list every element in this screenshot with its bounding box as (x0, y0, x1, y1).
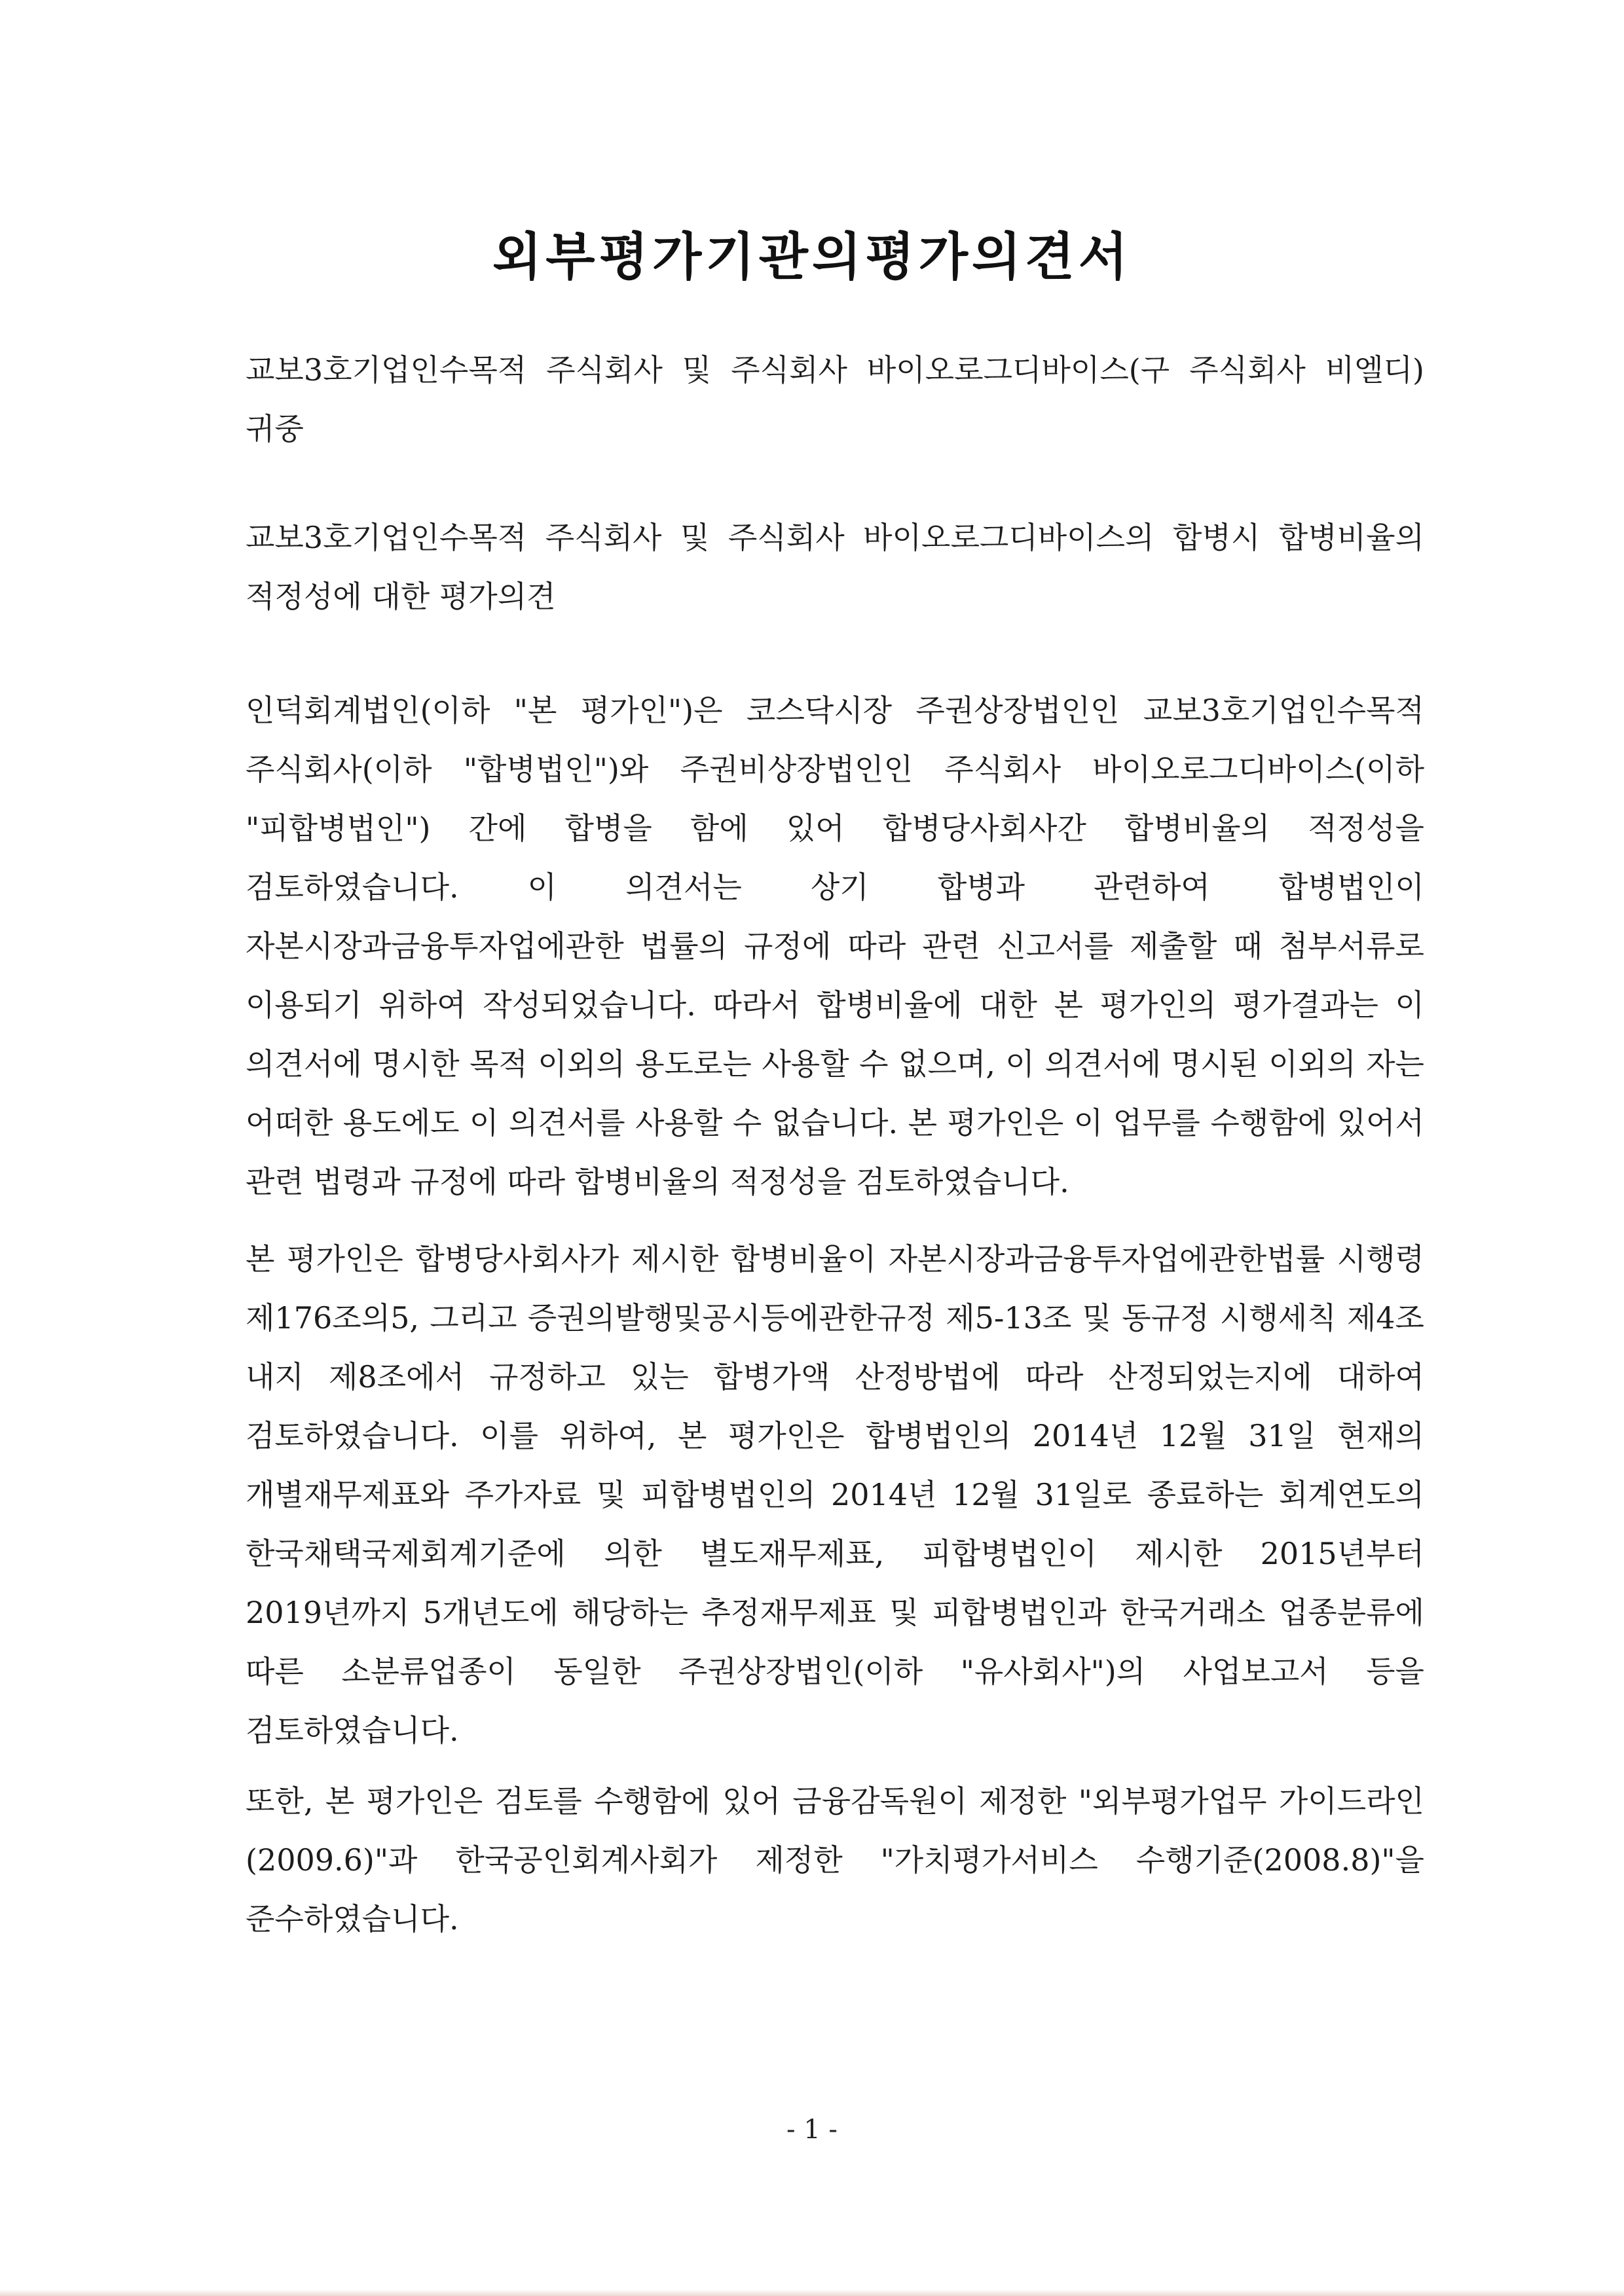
body-paragraph-standards: 또한, 본 평가인은 검토를 수행함에 있어 금융감독원이 제정한 "외부평가업무 가이드라인(2009.6)"과 한국공인회계사회가 제정한 "가치평가서비스 수행기준(2008.8)"을 준수하였습니다. (246, 1783, 1424, 1937)
recipient-line: 교보3호기업인수목적 주식회사 및 주식회사 바이오로그디바이스(구 주식회사 비엘디) 귀중 (246, 352, 1424, 446)
body-paragraph-review: 본 평가인은 합병당사회사가 제시한 합병비율이 자본시장과금융투자업에관한법률 시행령 제176조의5, 그리고 증권의발행및공시등에관한규정 제5-13조 및 동규정 시행세칙 제4조 내지 제8조에서 규정하고 있는 합병가액 산정방법에 따라 산정되었는지에 대하여 검토하였습니다. 이를 위하여, 본 평가인은 합병법인의 2014년 12월 31일 현재의 개별재무제표와 주가자료 및 피합병법인의 2014년 12월 31일로 종료하는 회계연도의 한국채택국제회계기준에 의한 별도재무제표, 피합병법인이 제시한 2015년부터 2019년까지 5개년도에 해당하는 추정재무제표 및 피합병법인과 한국거래소 업종분류에 따른 소분류업종이 동일한 주권상장법인(이하 "유사회사")의 사업보고서 등을 검토하였습니다. (246, 1241, 1424, 1748)
page-number: - 1 - (786, 2115, 838, 2145)
scan-edge-decoration (0, 2289, 1624, 2296)
body-paragraph-intro: 인덕회계법인(이하 "본 평가인")은 코스닥시장 주권상장법인인 교보3호기업인수목적 주식회사(이하 "합병법인")와 주권비상장법인인 주식회사 바이오로그디바이스(이하 "피합병법인") 간에 합병을 함에 있어 합병당사회사간 합병비율의 적정성을 검토하였습니다. 이 의견서는 상기 합병과 관련하여 합병법인이 자본시장과금융투자업에관한 법률의 규정에 따라 관련 신고서를 제출할 때 첨부서류로 이용되기 위하여 작성되었습니다. 따라서 합병비율에 대한 본 평가인의 평가결과는 이 의견서에 명시한 목적 이외의 용도로는 사용할 수 없으며, 이 의견서에 명시된 이외의 자는 어떠한 용도에도 이 의견서를 사용할 수 없습니다. 본 평가인은 이 업무를 수행함에 있어서 관련 법령과 규정에 따라 합병비율의 적정성을 검토하였습니다. (246, 693, 1424, 1199)
document-title: 외부평가기관의평가의견서 (492, 227, 1132, 287)
subject-line: 교보3호기업인수목적 주식회사 및 주식회사 바이오로그디바이스의 합병시 합병비율의 적정성에 대한 평가의견 (246, 520, 1424, 614)
